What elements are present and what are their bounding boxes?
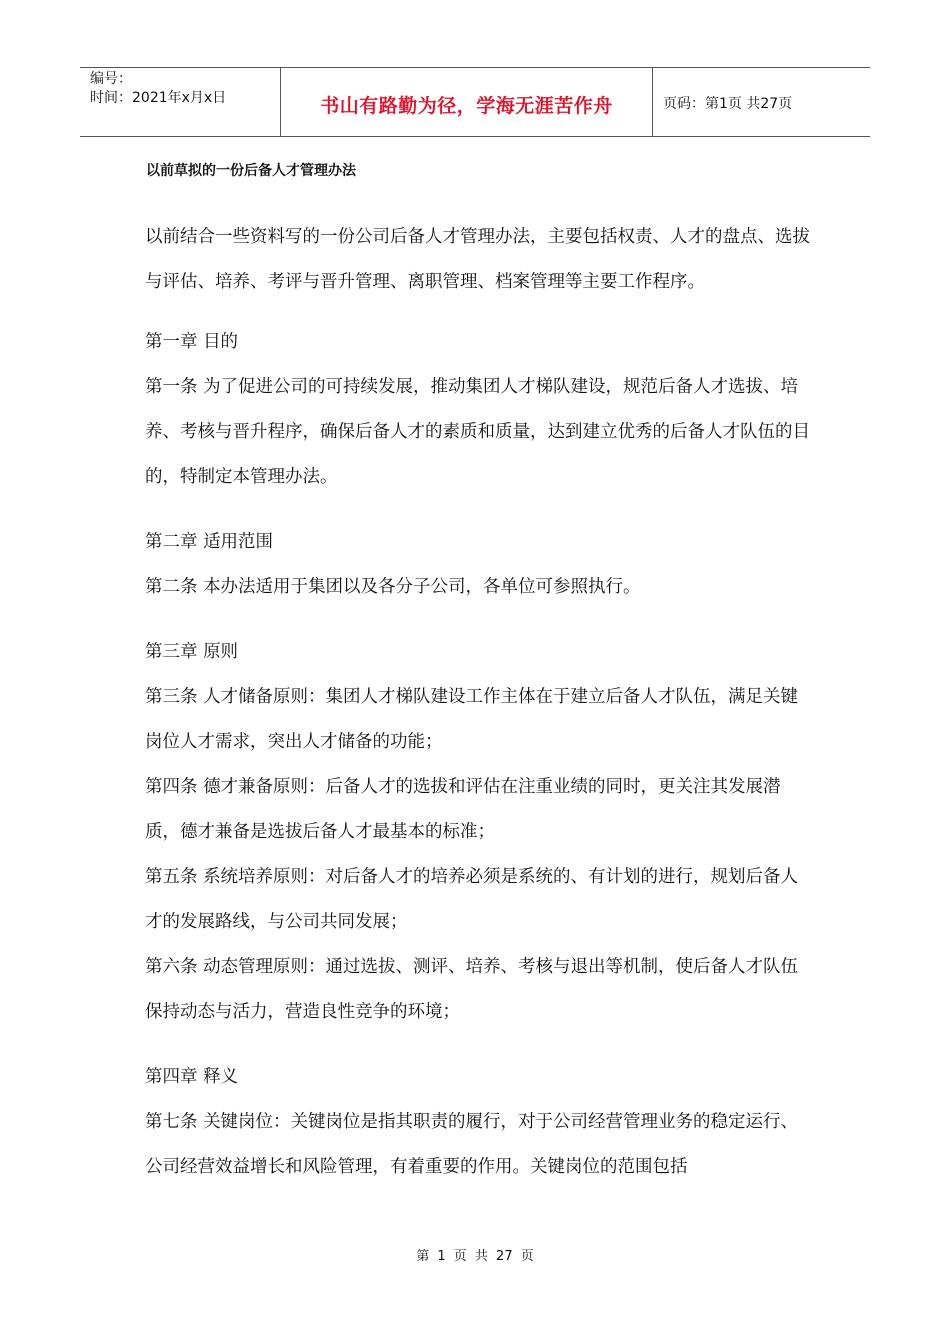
article-7: 第七条 关键岗位：关键岗位是指其职责的履行，对于公司经营管理业务的稳定运行、公司经营效益增长和风险管理，有着重要的作用。关键岗位的范围包括 xyxy=(145,1112,799,1177)
header-page-info: 页码：第1页 共27页 xyxy=(663,96,793,112)
article-2: 第二条 本办法适用于集团以及各分子公司，各单位可参照执行。 xyxy=(145,577,641,597)
header-meta-cell xyxy=(80,68,281,136)
article-4: 第四条 德才兼备原则：后备人才的选拔和评估在注重业绩的同时，更关注其发展潜质，德才兼备是选拔后备人才最基本的标准； xyxy=(145,777,781,842)
chapter-2-title: 第二章 适用范围 xyxy=(145,532,274,552)
chapter-1-title: 第一章 目的 xyxy=(145,332,239,352)
serial-label: 编号： xyxy=(90,71,132,87)
motto: 书山有路勤为径，学海无涯苦作舟 xyxy=(320,95,613,117)
document-title: 以前草拟的一份后备人才管理办法 xyxy=(146,163,356,179)
page-header xyxy=(80,67,870,137)
chapter-3-title: 第三章 原则 xyxy=(145,642,239,662)
intro-paragraph: 以前结合一些资料写的一份公司后备人才管理办法，主要包括权责、人才的盘点、选拔与评估、培养、考评与晋升管理、离职管理、档案管理等主要工作程序。 xyxy=(145,227,810,292)
page-footer: 第 1 页 共 27 页 xyxy=(416,1249,534,1264)
chapter-4-title: 第四章 释义 xyxy=(145,1067,239,1087)
article-3: 第三条 人才储备原则：集团人才梯队建设工作主体在于建立后备人才队伍，满足关键岗位人才需求，突出人才储备的功能； xyxy=(145,687,799,752)
time-label: 时间：2021年x月x日 xyxy=(90,90,227,106)
document-body xyxy=(145,215,810,1190)
article-6: 第六条 动态管理原则：通过选拔、测评、培养、考核与退出等机制，使后备人才队伍保持动态与活力，营造良性竞争的环境； xyxy=(145,957,799,1022)
header-motto-cell xyxy=(281,68,653,136)
header-page-cell xyxy=(653,68,870,136)
article-1: 第一条 为了促进公司的可持续发展，推动集团人才梯队建设，规范后备人才选拔、培养、考核与晋升程序，确保后备人才的素质和质量，达到建立优秀的后备人才队伍的目的，特制定本管理办法。 xyxy=(145,377,810,487)
article-5: 第五条 系统培养原则：对后备人才的培养必须是系统的、有计划的进行，规划后备人才的发展路线，与公司共同发展； xyxy=(145,867,799,932)
